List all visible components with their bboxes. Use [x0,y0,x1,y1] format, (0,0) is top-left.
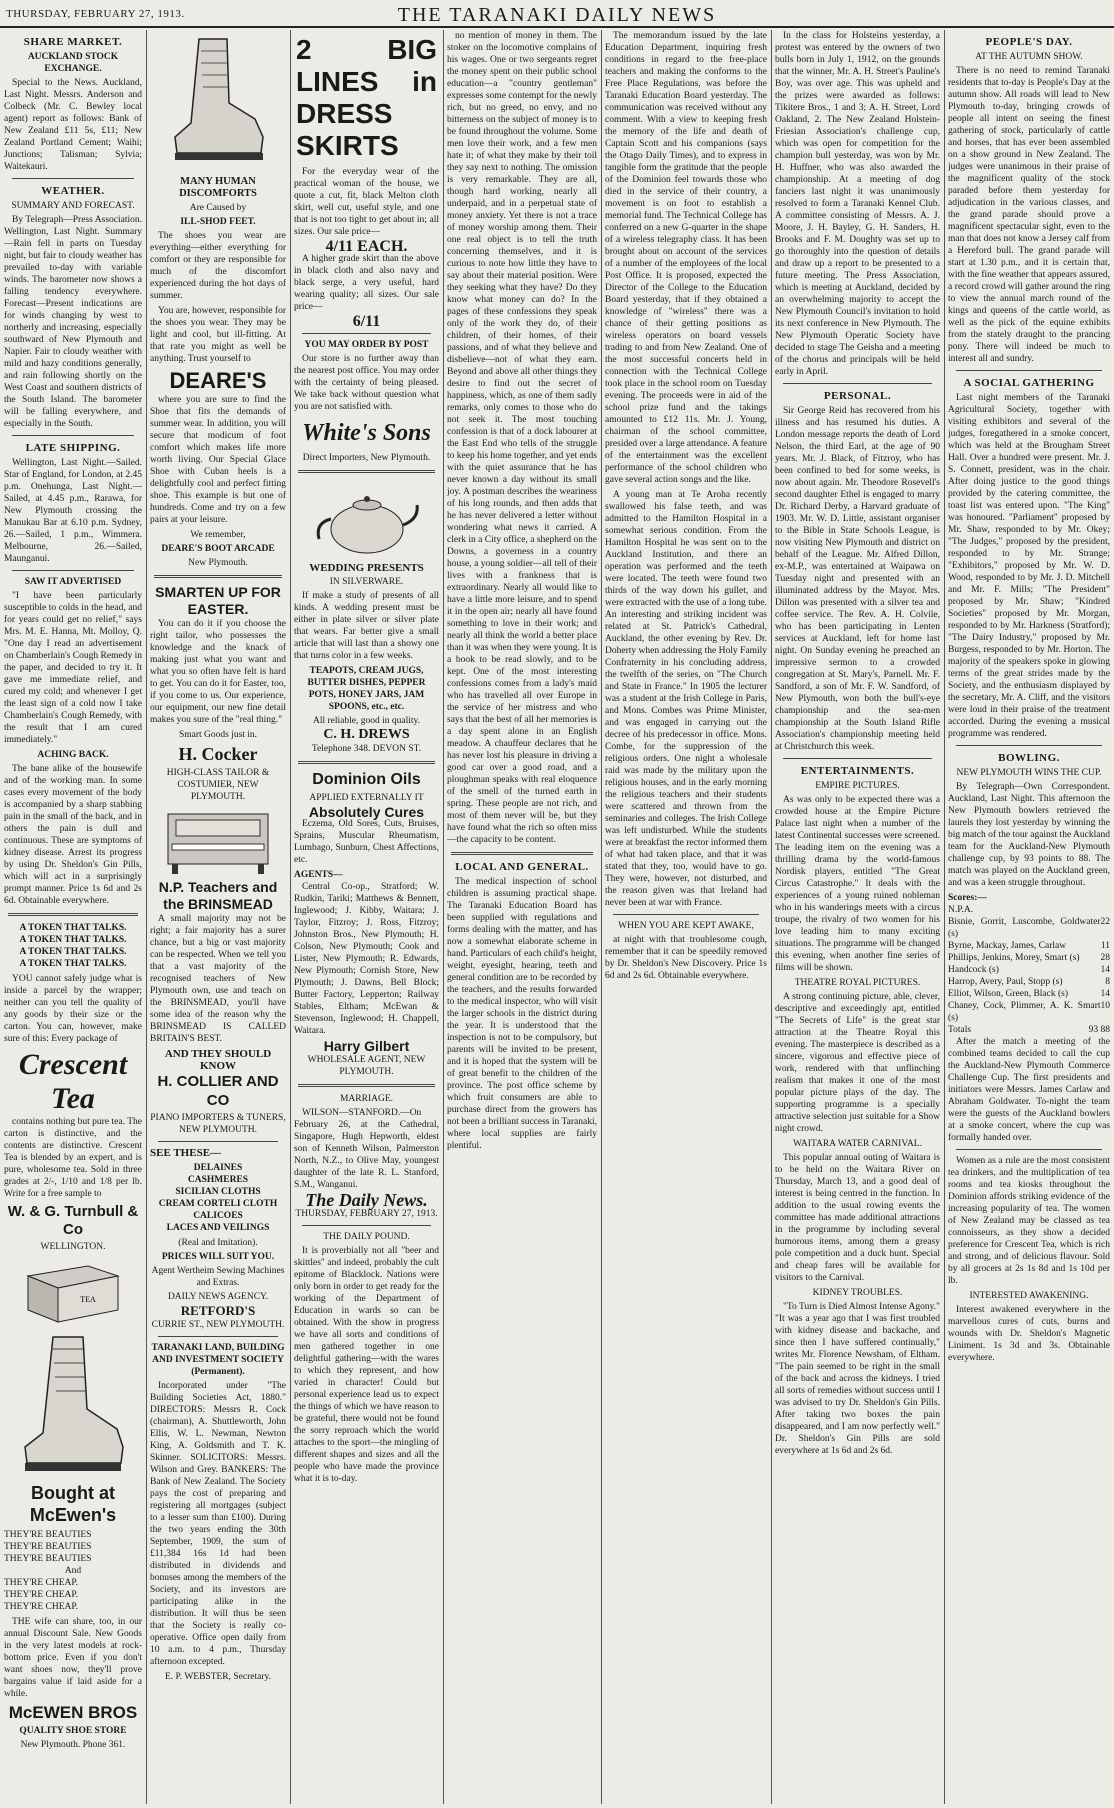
waitara-text: This popular annual outing of Waitara is to be held on the Waitara River on Thursday, March 13, and a good deal of interest is being centred in the function. In addition to the usual rowing events the committee has made additional attractions in the programme by including several humorous items, among them a greasy pole competition and a duck hunt. Special and cheap fares will be available for visitors to the Carnival. [775,1153,940,1283]
local-general-text: The medical inspection of school children is assuming practical shape. The Taranaki Education Board has been supplied with regulations and forms dealing with the matter, and has now a somewhat elaborate scheme in hand. Particulars of each child's height, weight, eyesight, hearing, teeth and general condition are to be recorded by the teachers, and the results forwarded to the medical inspector, who will visit the larger schools in the district during the year. It is understood that the inspection is not to be compulsory, but parents will be invited to be present, and it is hoped that the system will be of great benefit to the children of the province. The post office scheme by which fruit consumers are able to purchase direct from the growers has not been a brilliant success in Taranaki, where local supplies are fairly plentiful. [447,877,597,1151]
theatre-text: A strong continuing picture, able, clever, descriptive and exceedingly apt, entitled "The Secrets of Life" is the great star attraction at the Theatre Royal this evening. The masterpiece is described as a sincere, vigorous and effective piece of work, rendered with that unflinching realism that makes it one of the most popular picture plays of the day. The supporting programme is a specially attractive selection just suitable for a Show night crowd. [775,992,940,1134]
shoe-ad-sub2: ILL-SHOD FEET. [180,217,256,227]
social-text: Last night members of the Taranaki Agricultural Society, together with visiting exhibitors and several of the judges, foregathered in a smoke concert, which was held at the Brougham Street Hall. Over a hundred were present. Mr. J. S. Connett, president, was in the chair. After doing justice to the good things provided by the catering committee, the toast list was entered upon. "The King" was honoured. "Parliament" proposed by Mr. Shaw, responded to by Mr. Okey; "The Judges," proposed by the president, responded to by Mr. Strange; "Exhibitors," proposed by Mr. W. D. Wood, responded to by Mr. J. D. Mitchell and Mr. F. Mills; "The President" proposed by Mr. Shaw; "Kindred Societies" proposed by Mr. Morgan, responded to by Mr. Harkness (Stratford); "The Dairy Industry," proposed by Mr. Burgess, responded to by Mr. Horton. The majority of the speakers spoke in glowing terms of the great strides made by the Society, and the enthusiasm displayed by the secretary, Mr. A. Cliff, and the visitors were loud in their praise of the treatment accorded. During the evening a musical programme was rendered. [948,393,1110,739]
bowling-sub: NEW PLYMOUTH WINS THE CUP. [956,768,1102,778]
tlbi-title: TARANAKI LAND, BUILDING AND INVESTMENT SOCIETY (Permanent). [151,1343,285,1377]
smarten-heading: SMARTEN UP FOR EASTER. [155,584,281,617]
score-team: Harrop, Avery, Paul, Stopp (s) [948,977,1063,987]
whites-sub: Direct Importers, New Plymouth. [302,453,431,463]
agents-text: Central Co-op., Stratford; W. Rudkin, Tariki; Matthews & Bennett, Inglewood; J. Kibby, Waitara; J. Taylor, Fitzroy; J. Ross, Fitzroy; Johnston Bros., New Plymouth; H. Colson, New Plymouth; Cook and Lister, New Plymouth; R. Edwards, New Plymouth; Cornish Store, New Plymouth; J. Dawns, Bell Block; Butter Factory, Lepperton; Railway Stables, Eltham; McEwan & Stevenson, Inglewood; H. Chappell, Waitara. [294,882,439,1036]
see-these-note: (Real and Imitation). [178,1238,258,1248]
wedding-text: If make a study of presents of all kinds. A wedding present must be either in plate silver or silver plate that wears. Far better give a small article that will last than a showy one that turns color in a few weeks. [294,591,439,661]
dominion-text: Eczema, Old Sores, Cuts, Bruises, Sprains, Muscular Rheumatism, Lumbago, Sunburn, Chest Affections, etc. [294,819,439,865]
kidney-text: "To Turn is Died Almost Intense Agony." "It was a year ago that I was first troubled with kidney disease and backache, and since then I have suffered continually," writes Mr. Florence Newsham, of Eltham. "The pain seemed to be right in the small of the back and across the kidneys. I tried all sorts of remedies without success until I was advised to try Dr. Sheldon's Gin Pills. After taking two boxes the pain disappeared, and I am now perfectly well." Dr. Sheldon's Gin Pills are sold everywhere at 1s 6d and 2s 6d. [775,1302,940,1456]
smarten-text: You can do it if you choose the right tailor, who possesses the knowledge and the knack of making just what you want and what you so often have felt is hard to get. You can do it for Easter, too, if you come to us. Our experience, our equipment, our new fine detail makes you sure of the "real thing." [150,619,286,725]
score-team: Totals [948,1025,972,1035]
wholesale-sub: WHOLESALE AGENT, NEW PLYMOUTH. [307,1055,426,1077]
np-teachers-tag: AND THEY SHOULD KNOW [164,1048,272,1072]
tea-box-illustration [18,1256,128,1326]
weather-text: By Telegraph—Press Association. Wellington, Last Night. Summary—Rain fell in parts on Tuesday night, but fair to cloudy weather has prevailed to-day with variable winds. The barometer now shows a falling tendency everywhere. Forecast—Present indications are for winds changing by west to northerly and increasing, especially southward of New Plymouth and Napier. Fair to cloudy weather with mild and hazy conditions generally, and rain following shortly on the West Coast and southern districts of the South Island. The barometer will be falling everywhere, and especially in the South. [4,215,142,429]
harry-gilbert: Harry Gilbert [323,1038,410,1054]
drews-name: C. H. DREWS [323,727,410,742]
score-team: Elliot, Wilson, Green, Black (s) [948,989,1069,999]
column-5-text-2: A young man at Te Aroha recently swallowed his false teeth, and was admitted to the Hamilton Hospital in a somewhat serious condition. From the Hamilton Hospital he was sent on to the Auckland Institution, and there an operation was performed and the teeth were located. The teeth were found two thirds of the way down his gullet, and were extracted with the use of a long tube. An interesting and striking incident was related at St. Patrick's Cathedral, Auckland, the other evening by Rev. Dr. Doherty when addressing the Holy Family Confraternity in his concluding address, the twelfth of the series, on "The Church and State in France." In 1905 the lecturer was a student at the Irish College in Paris, and Mons. Combes was Prime Minister, and was engaged in carrying out the decree of his predecessor in office. Mons. Combe, for the suppression of the religious orders. One night a wholesale raid was made by the military upon the religious houses, and in the early morning the religious teachers and their students were scattered and thrown from the seminaries and colleges. The Irish College was left undisturbed. While the students were at breakfast the rector informed them of what had taken place, and that it was stated that they, too, would have to go. They were, however, not disturbed, and the reason given was that Ireland had never been at war with France. [605,490,767,908]
saw-it-text: "I have been particularly susceptible to colds in the head, and for years could get no relief," says Mrs. M. E. Hanna, Mt. Molloy, Q. "One day I read an advertisement on Chamberlain's Cough Remedy in the paper, and decided to try it. It gave me immediate relief, and cured my cold; and whenever I get the least sign of a cold now I take Chamberlain's Cough Remedy, with the result that I am cured immediately." [4,591,142,745]
kept-awake-heading: WHEN YOU ARE KEPT AWAKE, [618,921,754,931]
score-team: Byrne, Mackay, James, Carlaw [948,941,1067,951]
see-these-list: DELAINES CASHMERES SICILIAN CLOTHS CREAM CORTELI CLOTH CALICOES LACES AND VEILINGS [158,1163,278,1233]
saw-it-heading: SAW IT ADVERTISED [24,577,122,587]
score-team: Handcock (s) [948,965,999,975]
weather-heading: WEATHER. [41,185,105,197]
daily-pound-text: It is proverbially not all "beer and skittles" and indeed, probably the cult epitome of Blacklock. Nations were only born in order to get ready for the working of the Department of Education in wards so can be obtained. With the show in progress we have all sorts and conditions of men gathered together in one delightful gathering—with the wares to which they represent, and how varied in character! Could but personal experience lead us to expect the things of which we have reason to be grateful, there would not be found the sorry reproach which the world attaches to the sport—the mingling of different shapes and sizes and all the people who have made the province what it is to-day. [294,1246,439,1484]
retford-addr: CURRIE ST., NEW PLYMOUTH. [151,1320,285,1330]
marriage-text: WILSON—STANFORD.—On February 26, at the Cathedral, Singapore, Hugh Hepworth, eldest son of Kenneth Wilson, Palmerston North, N.Z., to Olive May, youngest daughter of the late R. L. Stanford, S.M., Wanganui. [294,1108,439,1190]
post-order-heading: YOU MAY ORDER BY POST [304,340,429,350]
dominion-sub: APPLIED EXTERNALLY IT [309,793,424,803]
column-4 [447,30,597,1804]
agents-heading: AGENTS— [294,870,343,880]
column-7 [948,30,1110,1804]
score-row [948,952,1110,964]
scores-heading: Scores:— [948,893,987,903]
dress-skirts-text1: For the everyday wear of the practical woman of the house, we quote a cut, fit, black Melton cloth skirt, well cut, useful style, and one that is not too tight to get about in; all sizes. Our sale price— [294,167,439,237]
peoples-day-sub: AT THE AUTUMN SHOW. [975,52,1083,62]
wedding-quality: All reliable, good in quality. [312,716,421,726]
prices-suit: PRICES WILL SUIT YOU. [161,1252,275,1262]
token-lines: A TOKEN THAT TALKS. A TOKEN THAT TALKS. A TOKEN THAT TALKS. A TOKEN THAT TALKS. [19,923,127,969]
turnbull-name: W. & G. Turnbull & Co [7,1203,139,1238]
shoe-ad-title: MANY HUMAN DISCOMFORTS [179,176,257,199]
deares-town: New Plymouth. [188,558,248,568]
collier-name: H. COLLIER AND CO [157,1073,279,1109]
score-value: 28 [1100,953,1110,963]
score-team: N.P.A. [948,905,974,915]
cocker-name: H. Cocker [178,744,258,764]
deares-text: where you are sure to find the Shoe that fits the demands of summer wear. In addition, you will secure that modicum of foot comfort which makes life more worth living. Our Special Glace Shoe with Cuban heels is a delightfully cool and perfect fitting shoe. This example is but one of hundreds. Come and try on a few pairs at your leisure. [150,395,286,525]
column-5-text: The memorandum issued by the late Education Department, inquiring fresh conditions in regard to the free-place teachers and making the conforms to the Free Place Regulations, was before the Taranaki Education Board yesterday. The communication was received without any comment. With a view to keeping fresh the memory of the life and death of Captain Scott and his companions (says the Otago Daily Times), and to express in tangible form the gratitude that the people of the Dominion feel towards those who died in the service of their country, a movement is on foot to establish a memorial fund. The Technical College has conferred on a new G-quarter in the shape of a wireless telegraphy class. It has been brought about on account of the services of a number of the employees of the local Post Office. It is proposed, expected the Director of the College to the Education Board yesterday, that if they obtained a knowledge of "wireless" there was a chance of their getting positions as wireless operators on board vessels trading to and from New Zealand. One of the most successful concerts held in connection with the Technical College took place in the school room on Tuesday evening. The proceeds were in aid of the school prize fund and the takings amounted to £12 11s. Mr. J. Young, chairman of the school committee, presided over a large attendance. A feature of the entertainment was the excellent performance of the school children who gave several action songs and the like. [605,31,767,485]
turnbull-city: WELLINGTON. [40,1242,106,1252]
masthead [0,0,1114,28]
interest-heading: INTERESTED AWAKENING. [969,1291,1089,1301]
daily-news-nameplate: The Daily News. [305,1190,428,1210]
theatre-heading: THEATRE ROYAL PICTURES. [794,978,921,988]
column-1 [4,30,142,1804]
whites-logo: White's Sons [302,420,431,446]
column-6 [775,30,940,1804]
column-rule [944,30,945,1804]
column-rule [443,30,444,1804]
dominion-oils: Dominion Oils [312,771,421,788]
personal-heading: PERSONAL. [823,390,892,402]
score-value: 22 [1100,917,1110,927]
column-rule [146,30,147,1804]
dress-skirts-heading: 2 BIG LINES in DRESS SKIRTS [296,34,437,161]
column-2 [150,30,286,1804]
wedding-heading: WEDDING PRESENTS [309,562,424,574]
cocker-sub: HIGH-CLASS TAILOR & COSTUMIER, NEW PLYMOUTH. [166,768,270,802]
wedding-list: TEAPOTS, CREAM JUGS, BUTTER DISHES, PEPPER POTS, HONEY JARS, JAM SPOONS, etc., etc. [307,666,426,712]
mcewen-addr: New Plymouth. Phone 361. [20,1740,126,1750]
np-teachers-text: A small majority may not be right; a fair majority has a surer chance, but a big or vast majority can be respected. When we tell you that a vast majority of the recognised teachers of New Plymouth own, use and teach on the BRINSMEAD, you'll have some idea of the reason why the BRINSMEAD IS CALLED BRITAIN'S BEST. [150,914,286,1044]
mcewen-bought: Bought at McEwen's [29,1483,117,1525]
marriage-heading: MARRIAGE. [339,1094,394,1104]
tlbi-sign: E. P. WEBSTER, Secretary. [164,1672,272,1682]
shipping-heading: LATE SHIPPING. [25,442,121,454]
score-team: Chaney, Cock, Plimmer, A. K. Smart (s) [948,1001,1101,1023]
shipping-text: Wellington, Last Night.—Sailed. Star of England, for London, at 2.45 p.m. Onehunga, Last Night.—Sailed, at 4.45 p.m., Rarawa, for New Plymouth crossing the Manukau Bar at 6.10 p.m. Sydney, 26.—Sailed, 1 p.m., Wimmera. Melbourne, 26.—Sailed, Maunganui. [4,458,142,564]
women-tea-text: Women as a rule are the most consistent tea drinkers, and the multiplication of tea rooms and tea kiosks throughout the Dominion affords striking evidence of the increasing popularity of tea. The women of New Zealand may be classed as tea connoisseurs, as they show a decided preference for Crescent Tea, which is rich and strong, and of delicious flavour. Sold by all grocers at 2s 1s 8d and 1s 10d per lb. [948,1156,1110,1286]
bowling-text-2: After the match a meeting of the combined teams decided to call the cup the Auckland-New Plymouth Commerce Challenge Cup. The first presidents and initiators were Messrs. James Carlaw and Abraham Goldwater. To-night the team were the guests of the Auckland bowlers at a smoke concert, where the cup was formally handed over. [948,1037,1110,1143]
see-these-heading: SEE THESE— [150,1147,222,1159]
score-row [948,988,1110,1000]
bowling-text: By Telegraph—Own Correspondent. Auckland, Last Night. This afternoon the New Plymouth bowlers retrieved the laurels they lost yesterday by winning the big match of the tour against the Auckland team for the Auckland-New Plymouth challenge cup, by 93 points to 88. The match was played on the Auckland green, and was a keen struggle throughout. [948,782,1110,888]
shoe-ad-sub1: Are Caused by [189,203,247,213]
wertheim-agent: Agent Wertheim Sewing Machines and Extras. [151,1266,285,1288]
masthead-date: THURSDAY, FEBRUARY 27, 1913. [6,8,185,20]
score-value: 14 [1100,965,1110,975]
score-value: 93 88 [1088,1025,1110,1035]
smarten-goods: Smart Goods just in. [178,730,258,740]
shoe-ad-text1: The shoes you wear are everything—either everything for comfort or they are responsible for much of the discomfort experienced during the hot days of summer. [150,231,286,301]
mcewen-sub: QUALITY SHOE STORE [19,1726,127,1736]
deares-remember: We remember, [190,530,246,540]
daily-news-agency: DAILY NEWS AGENCY. [167,1292,269,1302]
absolutely-cures: Absolutely Cures [308,804,425,820]
social-heading: A SOCIAL GATHERING [963,377,1095,389]
shoe-illustration [163,33,273,173]
shoe-ad-text2: You are, however, responsible for the shoes you wear. They may be light and cool, but ill-fitting. At that rate you might as well be anything. Trust yourself to [150,306,286,364]
waitara-heading: WAITARA WATER CARNIVAL. [793,1139,922,1149]
score-row [948,1000,1110,1024]
score-row [948,916,1110,940]
score-row [948,940,1110,952]
wedding-sub: IN SILVERWARE. [329,577,404,587]
column-rule [601,30,602,1804]
column-4-text: no mention of money in them. The stoker on the locomotive complains of his wages. One or two sergeants regret the money spent on their public school education—a "country gentleman" expresses some contempt for the newly rich, but no greed, no envy, and no bitterness on the subject of money is to be found throughout the volume. Some men love their work, and a few men hate it; of what they make by their toil they say next to nothing. The omission is very remarkable. They are all, though hard working, nearly all underpaid, and in a perpetual state of money anxiety. Yet there is not a trace of money worship among them. Their one real object is to tell the truth concerning themselves, and it is curious to note how little they have to say about their material position. Were they seeking what they have? Do they know what money can do? In the pages of these confessions they speak only of the work they do, of their children, of their homes, of their passions, and of what they believe and disbelieve—not of what they earn. Beyond and above all other things they desire to find out the secret of happiness, which, as one of them sadly remarks, only comes to those who do not seek it. The most touching confession is that of a dock labourer at the East End who tells of the struggle to keep his home together, and yet ends with the quiet assurance that he has never known a day without its small joy. A postman describes the weariness of his long rounds, and then adds that he has never delivered a letter without wondering what news it carried. A clerk in a City office, a shepherd on the Downs, a governess in a country house, a young soldier—all tell of their lives with a frankness that is extraordinary. Nearly all would like to have a little more leisure, and to spend it in the open air; nearly all have found something to love in their work; and nearly all think the world a better place than it was when they were young. It is a book to be read slowly, and to be kept. One of the most interesting confessions comes from a lady's maid who has travelled all over Europe in the service of her mistress and who says that the best of all her memories is a day spent alone in an English meadow. A chauffeur declares that he has never lost his pleasure in driving a good car over a good road, and a ploughman speaks with real eloquence of the smell of the turned earth in spring. These people are not rich, and most of them never will be, but they have found what the rich so often miss—the capacity to be content. [447,31,597,845]
score-row [948,976,1110,988]
score-row [948,904,1110,916]
post-order-text: Our store is no further away than the nearest post office. You may order with the certainty of being pleased. We take back without question what you are not satisfied with. [294,354,439,412]
deares-name: DEARE'S [169,368,267,393]
crescent-tea-text: contains nothing but pure tea. The carton is distinctive, and the contents are distinctive. Crescent Tea is blended by an expert, and is pure, wholesome tea. Sold in three grades at 2/-, 1/10 and 1/8 per lb. Write for a free sample to [4,1117,142,1199]
aching-back-heading: ACHING BACK. [37,750,109,760]
score-row [948,1024,1110,1036]
bowling-heading: BOWLING. [998,752,1060,764]
empire-heading: EMPIRE PICTURES. [815,781,900,791]
local-general-heading: LOCAL AND GENERAL. [455,861,589,873]
mcewen-lines: THEY'RE BEAUTIES THEY'RE BEAUTIES THEY'RE BEAUTIES And THEY'RE CHEAP. THEY'RE CHEAP. THEY'RE CHEAP. [4,1530,92,1612]
aching-back-text: The bane alike of the housewife and of the working man. In some cases every movement of the body is accompanied by a sharp stabbing pain in the small of the back, and in others the pain is dull and continuous. These are symptoms of kidney disease. Arrest its progress by using Dr. Sheldon's Gin Pills, which will act in a surprisingly prompt manner. Price 1s 6d and 2s 6d. Obtainable everywhere. [4,764,142,906]
dress-skirts-text2: A higher grade skirt than the above in black cloth and also navy and black serge, a very useful, hard wearing quality; all sizes. Our sale price— [294,254,439,312]
svg-text:TEA: TEA [80,1295,96,1304]
dress-skirts-price2: 6/11 [352,313,381,330]
interest-text: Interest awakened everywhere in the marvellous cures of cuts, burns and wounds with Dr. Sheldon's Magnetic Liniment. 1s 3d and 3s. Obtainable everywhere. [948,1305,1110,1363]
empire-text: As was only to be expected there was a crowded house at the Empire Picture Palace last night when a number of the latest Continental successes were screened. The leading item on the evening was a thrilling drama by the world-famous Nordisk players, entitled "The Great Circus Catastrophe." It deals with the experiences of a young ruined nobleman who in his wanderings meets with a circus troupe, the rivalry of two women for his love leading him to many exciting situations. The programme will be changed this evening, when another fine series of films will be shown. [775,795,940,973]
boot-illustration [13,1329,133,1479]
column-rule [290,30,291,1804]
peoples-day-heading: PEOPLE'S DAY. [985,36,1073,48]
teapot-illustration [307,479,427,559]
peoples-day-text: There is no need to remind Taranaki residents that to-day is People's Day at the autumn show. All roads will lead to New Plymouth to-day, bringing crowds of people all intent on seeing the finest gathering of stock, particularly of cattle and horses, that has ever been assembled on a show ground in New Zealand. The judges were unanimous in their praise of the magnificent quality of the stock paraded before them yesterday for adjudication in the various classes, and the grand parade should prove a magnificent spectacular sight, even to the man that does not know a Jersey calf from a Hereford bull. The grand parade will start at 1.30 p.m., and it is certain that, with the fine weather that appears assured, a record crowd will gather around the ring to view the annual march round of the kings and queens of the cattle world, as well as the pick of the equine exhibits from the stately draught to the prancing pony. There will indeed be much to interest all and sundry. [948,66,1110,364]
column-3 [294,30,439,1804]
share-market-heading: SHARE MARKET. [23,36,123,48]
daily-pound-heading: THE DAILY POUND. [323,1232,410,1242]
masthead-title: THE TARANAKI DAILY NEWS [397,4,717,26]
score-value: 8 [1105,977,1110,987]
mcewen-bros: McEWEN BROS [8,1703,138,1722]
crescent-tea-logo: Crescent Tea [18,1048,128,1115]
column-rule [771,30,772,1804]
personal-text: Sir George Reid has recovered from his illness and has resumed his duties. A London message reports the death of Lord Nelson, the third Earl, at the age of 90 years. Mr. J. Black, of Fitzroy, who has been confined to bed for some weeks, is now about again. Mr. Theodore Rosevell's second daughter Ethel is engaged to marry Dr. Richard Derby, a Harvard graduate of 1903. Mr. W. D. Little, assistant organiser to the Bible in State Schools League, is now visiting New Plymouth and district on behalf of the League. Mr. Alfred Dillon, ex-M.P., was entertained at Waipawa on Tuesday night and presented with an illuminated address by the Mayor. Mrs. Dillon was presented with a silver tea and coffee service. The Rev. A. H. Colvile, who has been participating in Lenten services at Auckland, left for home last night. On Sunday evening he preached an impressive sermon to a crowded congregation at St. Mary's, Parnell. Mr. F. Sandford, a son of Mr. F. W. Sandford, of New Plymouth, won both the bull's-eye championship and the sea-men championship at the South Island Rifle Association's championship meeting held at Christchurch this week. [775,406,940,752]
retford-name: RETFORD'S [180,1303,256,1318]
tlbi-text: Incorporated under "The Building Societies Act, 1880." DIRECTORS: Messrs R. Cock (chairman), A. Shuttleworth, John Ellis, W. L. Newman, Newton King, A. Goldsmith and T. K. Skinner. SOLICITORS: Messrs. Wilson and Grey. BANKERS: The Bank of New Zealand. The Society pays the cost of preparing and registering all mortgages (subject to a lesser sum than £100). During the two years ending the 30th September, 1909, the sum of £11,384 16s 1d had been distributed in dividends and bonuses among the members of the Society, and its investors are participating alike in the distribution. It will thus be seen that the Society is really co-operative. Office open daily from 10 a.m. to 4 p.m., Thursday afternoon excepted. [150,1381,286,1667]
daily-news-date: THURSDAY, FEBRUARY 27, 1913. [295,1209,438,1219]
entertainments-heading: ENTERTAINMENTS. [800,765,915,777]
token-text: YOU cannot safely judge what is inside a parcel by the wrapper; neither can you tell the quality of any goods by their size or the carton. You can, however, make sure of this: Every package of [4,974,142,1044]
np-teachers-heading: N.P. Teachers and the BRINSMEAD [158,879,278,912]
piano-illustration [158,806,278,876]
weather-subheading: SUMMARY AND FORECAST. [11,201,135,211]
deares-arcade: DEARE'S BOOT ARCADE [161,544,275,554]
score-team: Bisnie, Gorrit, Luscombe, Goldwater (s) [948,917,1101,939]
column-5 [605,30,767,1804]
column-6-text: In the class for Holsteins yesterday, a protest was entered by the owners of two bulls born in July 1, 1912, on the grounds that the winner, Mr. A. H. Street's Pauline's Boy, was over age. This was upheld and the prizes were awarded as follows: Tikitere Bros., 1 and 3; A. H. Street, Lord Oakland, 2. The New Zealand Holstein-Friesian Association's challenge cup, which was open for competition for the champion bull yesterday, was won by Mr. H. Huffner, who was also awarded the championship. At a meeting of dog fanciers last night it was unanimously resolved to form a Taranaki Kennel Club. A committee consisting of Messrs. A. J. Moore, J. H. Bayley, G. H. Sanders, H. Brooks and F. M. Doughty was set up to go thoroughly into the question of details and draw up a report to be presented to a future meeting. The Press Association, which is meeting at Auckland, decided by an overwhelming majority to accept the New Plymouth Council's invitation to hold its next conference in New Plymouth. The New Plymouth Operatic Society have decided to stage The Geisha and a meeting of the chorus and principals will be held early in April. [775,31,940,377]
scores-table [948,904,1110,1036]
kidney-heading: KIDNEY TROUBLES. [812,1288,903,1298]
score-value: 14 [1100,989,1110,999]
share-market-subheading: AUCKLAND STOCK EXCHANGE. [27,52,119,74]
share-market-text: Special to the News. Auckland, Last Night. Messrs. Anderson and Colbeck (Mr. C. Bewley local agent) report as follows: Bank of New Zealand £11 5s, £11; New Zealand Portland Cement; Waihi; Junctions; Talisman; Sylvia; Waitekauri. [4,78,142,172]
dress-skirts-price1: 4/11 EACH. [325,238,408,255]
kept-awake-text: at night with that troublesome cough, remember that it can be speedily removed by Dr. Sheldon's New Discovery. Price 1s 6d and 2s 6d. Obtainable everywhere. [605,935,767,981]
score-row [948,964,1110,976]
score-team: Phillips, Jenkins, Morey, Smart (s) [948,953,1080,963]
score-value: 10 [1100,1001,1110,1011]
collier-sub: PIANO IMPORTERS & TUNERS, NEW PLYMOUTH. [150,1113,286,1135]
score-value: 11 [1100,941,1110,951]
mcewen-text: THE wife can share, too, in our annual Discount Sale. New Goods in the very latest models at rock-bottom price. Even if you don't want shoes now, they'll prove bargains value if laid aside for a while. [4,1617,142,1699]
drews-addr: Telephone 348. DEVON ST. [311,744,422,754]
